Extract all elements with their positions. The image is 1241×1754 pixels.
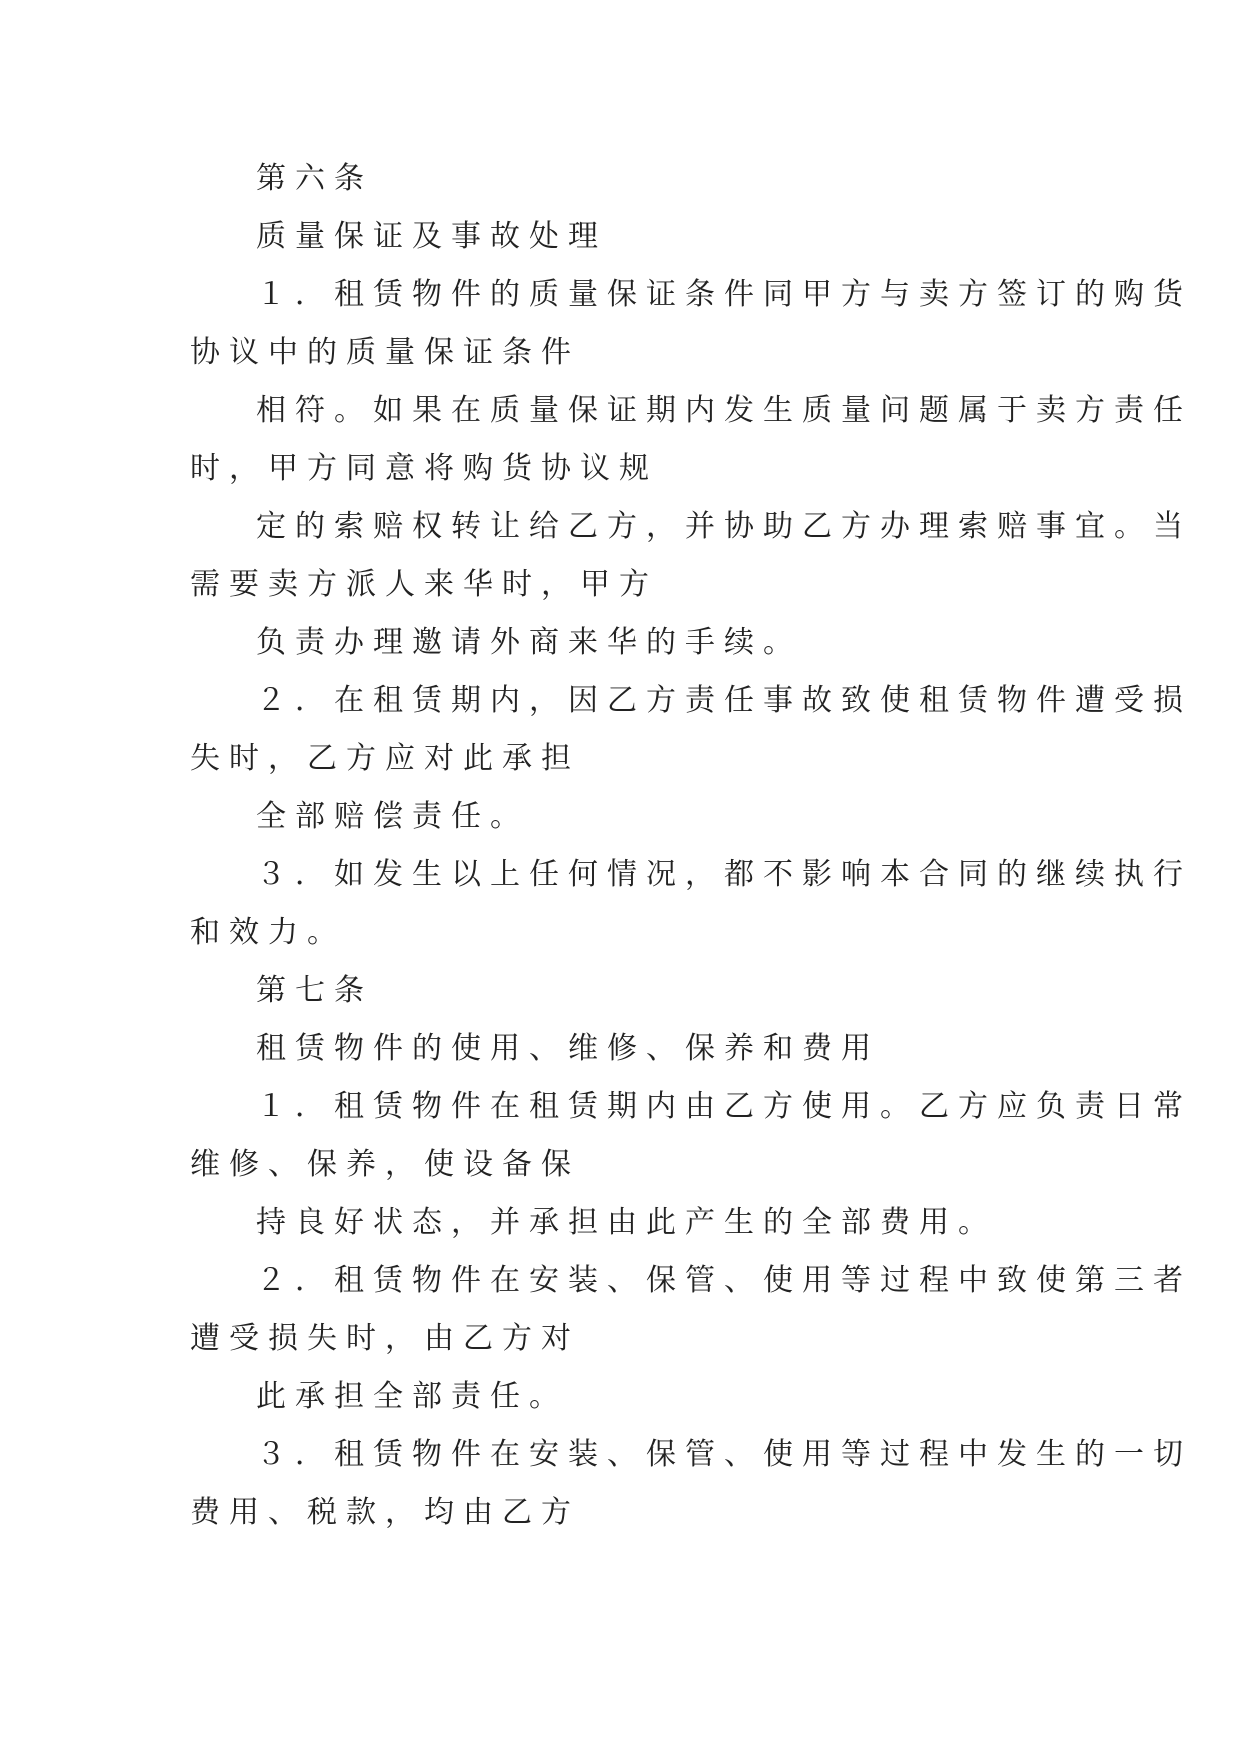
paragraph-line: ３．租赁物件在安装、保管、使用等过程中发生的一切 xyxy=(256,1437,1192,1472)
article-title-7: 租赁物件的使用、维修、保养和费用 xyxy=(256,1031,880,1066)
paragraph-line: 失时，乙方应对此承担 xyxy=(190,741,580,776)
paragraph-line: １．租赁物件在租赁期内由乙方使用。乙方应负责日常 xyxy=(256,1089,1192,1124)
paragraph-line: 全部赔偿责任。 xyxy=(256,799,529,834)
paragraph-line: １．租赁物件的质量保证条件同甲方与卖方签订的购货 xyxy=(256,277,1192,312)
article-heading-7: 第七条 xyxy=(256,973,373,1008)
document-body xyxy=(190,150,1192,1542)
paragraph-line: ２．在租赁期内，因乙方责任事故致使租赁物件遭受损 xyxy=(256,683,1192,718)
paragraph-line: 费用、税款，均由乙方 xyxy=(190,1495,580,1530)
paragraph-line: 和效力。 xyxy=(190,915,346,950)
paragraph-line: 维修、保养，使设备保 xyxy=(190,1147,580,1182)
paragraph-line: 此承担全部责任。 xyxy=(256,1379,568,1414)
article-heading-6: 第六条 xyxy=(256,161,373,196)
paragraph-line: 需要卖方派人来华时，甲方 xyxy=(190,567,658,602)
paragraph-line: 定的索赔权转让给乙方，并协助乙方办理索赔事宜。当 xyxy=(256,509,1192,544)
article-title-6: 质量保证及事故处理 xyxy=(256,219,607,254)
paragraph-line: 时，甲方同意将购货协议规 xyxy=(190,451,658,486)
paragraph-line: 持良好状态，并承担由此产生的全部费用。 xyxy=(256,1205,997,1240)
paragraph-line: 相符。如果在质量保证期内发生质量问题属于卖方责任 xyxy=(256,393,1192,428)
paragraph-line: ３．如发生以上任何情况，都不影响本合同的继续执行 xyxy=(256,857,1192,892)
paragraph-line: 协议中的质量保证条件 xyxy=(190,335,580,370)
paragraph-line: 遭受损失时，由乙方对 xyxy=(190,1321,580,1356)
paragraph-line: ２．租赁物件在安装、保管、使用等过程中致使第三者 xyxy=(256,1263,1192,1298)
paragraph-line: 负责办理邀请外商来华的手续。 xyxy=(256,625,802,660)
